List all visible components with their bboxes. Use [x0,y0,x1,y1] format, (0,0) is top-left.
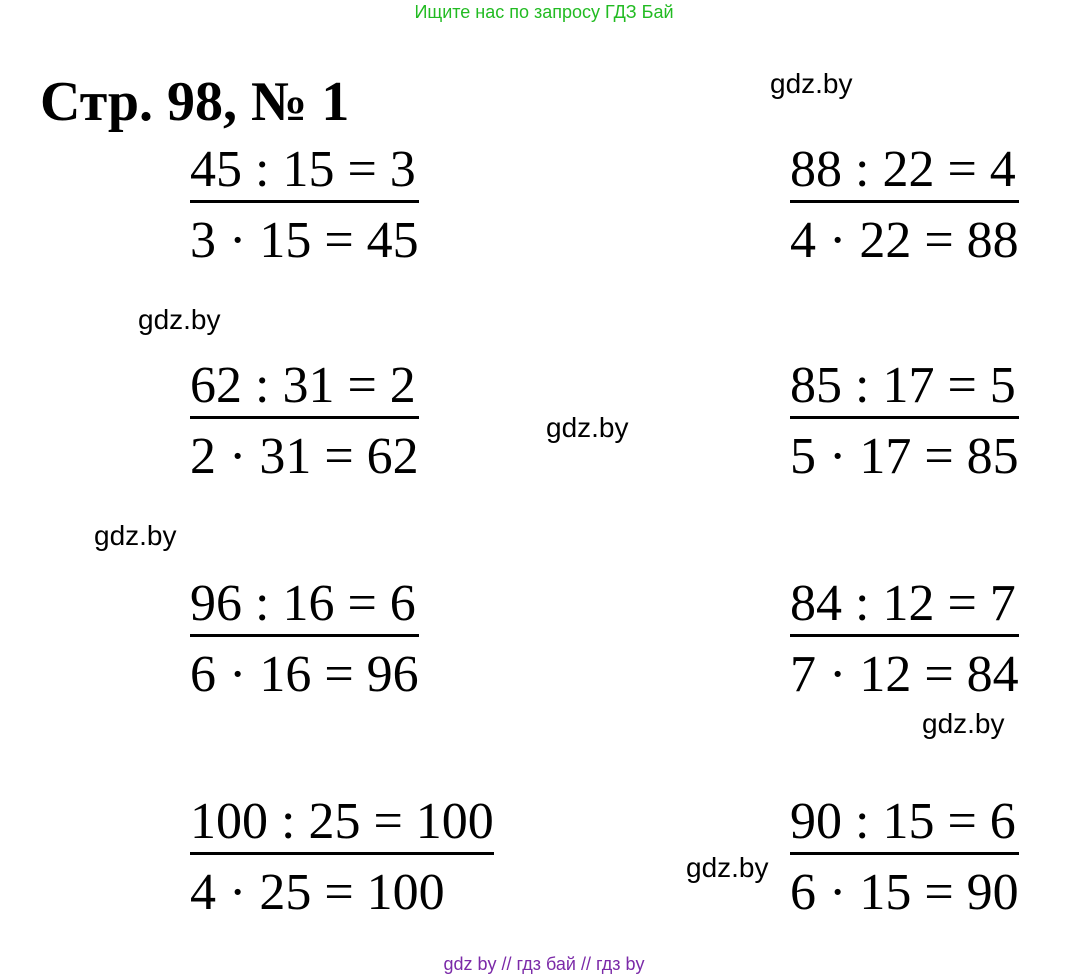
fraction-rule [790,416,1019,419]
equation-block [790,356,1019,487]
footer-watermark: gdz by // гдз бай // гдз by [443,954,645,974]
check-multiplication: 3 · 15 = 45 [190,212,419,269]
division-equation: 88 : 22 = 4 [790,141,1016,198]
division-equation: 62 : 31 = 2 [190,357,416,414]
page-title: Стр. 98, № 1 [40,71,350,133]
fraction-rule [190,200,419,203]
fraction-rule [790,200,1019,203]
watermark: gdz.by [546,412,629,443]
fraction-rule [790,852,1019,855]
check-multiplication: 6 · 16 = 96 [190,646,419,703]
watermark: gdz.by [922,708,1005,739]
division-equation: 84 : 12 = 7 [790,575,1016,632]
check-multiplication: 4 · 25 = 100 [190,864,445,921]
equation-block [190,140,419,271]
top-banner: Ищите нас по запросу ГДЗ Бай [414,2,674,22]
division-equation: 85 : 17 = 5 [790,357,1016,414]
equation-block [790,792,1019,923]
division-equation: 96 : 16 = 6 [190,575,416,632]
fraction-rule [790,634,1019,637]
fraction-rule [190,416,419,419]
check-multiplication: 2 · 31 = 62 [190,428,419,485]
equation-block [190,574,419,705]
watermark: gdz.by [770,68,853,99]
watermark: gdz.by [686,852,769,883]
watermark: gdz.by [94,520,177,551]
division-equation: 45 : 15 = 3 [190,141,416,198]
equation-block [190,356,419,487]
division-equation: 100 : 25 = 100 [190,793,494,850]
division-equation: 90 : 15 = 6 [790,793,1016,850]
watermark: gdz.by [138,304,221,335]
equation-block [190,792,494,923]
fraction-rule [190,852,494,855]
check-multiplication: 4 · 22 = 88 [790,212,1019,269]
equation-block [790,140,1019,271]
check-multiplication: 5 · 17 = 85 [790,428,1019,485]
equation-block [790,574,1019,705]
fraction-rule [190,634,419,637]
check-multiplication: 6 · 15 = 90 [790,864,1019,921]
check-multiplication: 7 · 12 = 84 [790,646,1019,703]
